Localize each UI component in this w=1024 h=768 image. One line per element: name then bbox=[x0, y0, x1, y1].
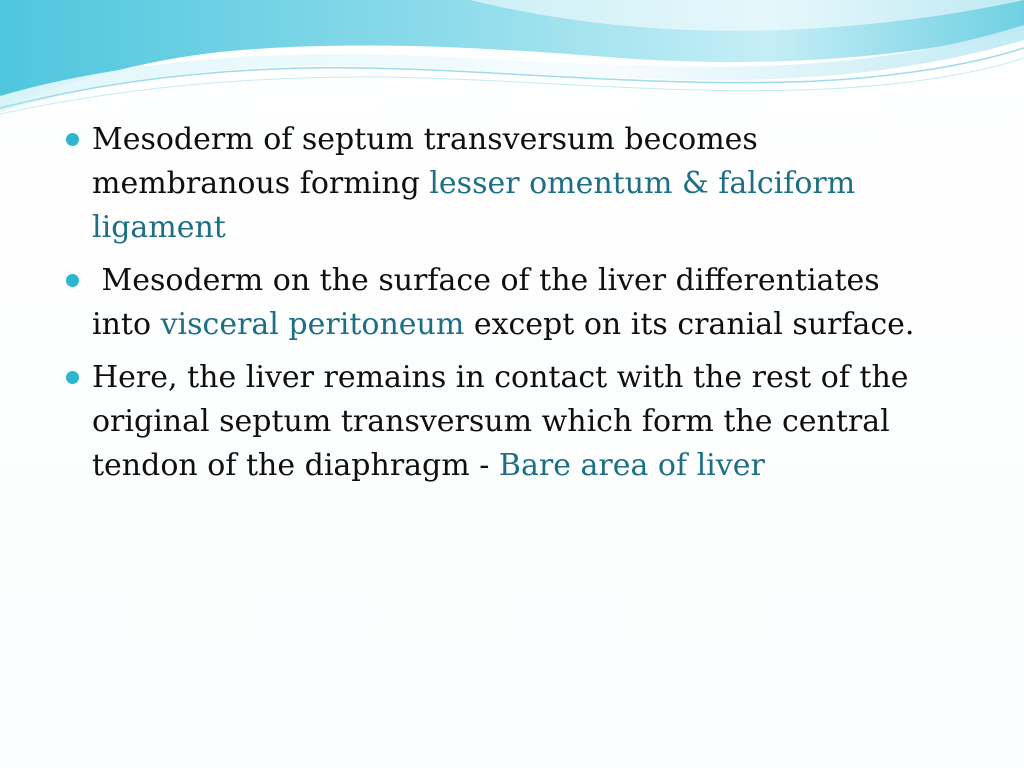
bullet-item bbox=[64, 259, 944, 347]
decorative-wave-header bbox=[0, 0, 1024, 130]
bullet-dot-icon bbox=[66, 133, 79, 146]
bullet-highlight: lesser omentum & falciform ligament bbox=[92, 166, 856, 245]
bullet-item bbox=[64, 118, 944, 250]
bullet-text: Here, the liver remains in contact with the rest of the original septum transversum which form the central tendon of the diaphragm - bbox=[92, 360, 909, 483]
bullet-text: Mesoderm on the surface of the liver differentiates into bbox=[92, 263, 890, 342]
bullet-highlight: Bare area of liver bbox=[498, 448, 765, 483]
bullet-highlight: visceral peritoneum bbox=[160, 307, 465, 342]
bullet-list bbox=[64, 118, 944, 497]
bullet-dot-icon bbox=[66, 274, 79, 287]
bullet-text-after: except on its cranial surface. bbox=[464, 307, 915, 342]
bullet-item bbox=[64, 356, 944, 488]
bullet-dot-icon bbox=[66, 371, 79, 384]
bullet-text: Mesoderm of septum transversum becomes membranous forming bbox=[92, 122, 758, 201]
